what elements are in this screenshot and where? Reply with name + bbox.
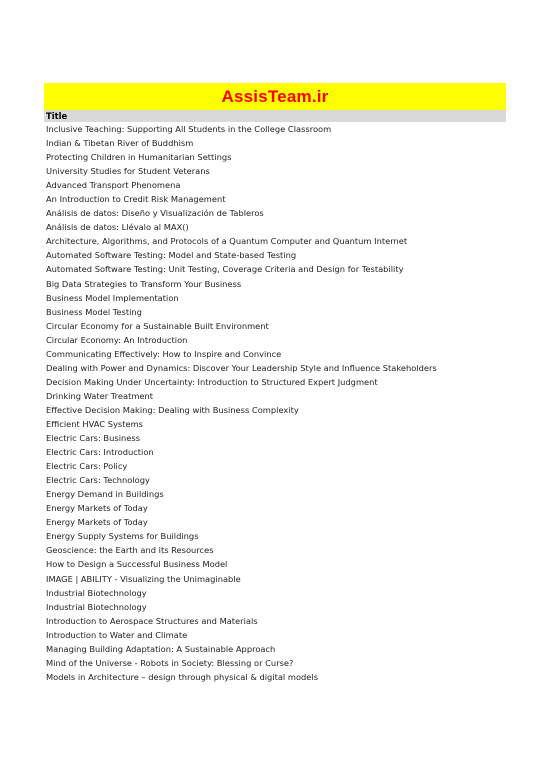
table-row: Managing Building Adaptation: A Sustainable Approach xyxy=(46,643,276,654)
table-row: Effective Decision Making: Dealing with Business Complexity xyxy=(46,404,299,415)
table-row: Electric Cars: Business xyxy=(46,433,141,444)
spreadsheet-page xyxy=(44,83,506,684)
table-row: Energy Markets of Today xyxy=(46,517,148,528)
column-header-row xyxy=(44,110,506,122)
table-row: Architecture, Algorithms, and Protocols of a Quantum Computer and Quantum Internet xyxy=(46,236,408,247)
table-row: Introduction to Water and Climate xyxy=(46,629,188,640)
column-header-title: Title xyxy=(46,111,68,121)
table-row: An Introduction to Credit Risk Management xyxy=(46,194,226,205)
table-row: Circular Economy for a Sustainable Built Environment xyxy=(46,320,269,331)
table-row: Geoscience: the Earth and its Resources xyxy=(46,545,214,556)
table-row: Industrial Biotechnology xyxy=(46,601,147,612)
table-row: Big Data Strategies to Transform Your Business xyxy=(46,278,242,289)
course-title-list xyxy=(44,122,506,684)
table-row: Introduction to Aerospace Structures and Materials xyxy=(46,615,258,626)
table-row: How to Design a Successful Business Model xyxy=(46,559,228,570)
table-row: Decision Making Under Uncertainty: Introduction to Structured Expert Judgment xyxy=(46,376,378,387)
table-row: Electric Cars: Introduction xyxy=(46,447,154,458)
brand-banner xyxy=(44,83,506,110)
table-row: Circular Economy: An Introduction xyxy=(46,334,188,345)
table-row: Energy Markets of Today xyxy=(46,503,148,514)
table-row: Mind of the Universe - Robots in Society: Blessing or Curse? xyxy=(46,657,294,668)
table-row: Análisis de datos: Diseño y Visualización de Tableros xyxy=(46,208,264,219)
table-row: Automated Software Testing: Model and State-based Testing xyxy=(46,250,297,261)
table-row: Energy Demand in Buildings xyxy=(46,489,164,500)
table-row: IMAGE | ABILITY - Visualizing the Unimaginable xyxy=(46,573,241,584)
table-row: University Studies for Student Veterans xyxy=(46,166,210,177)
table-row: Drinking Water Treatment xyxy=(46,390,154,401)
table-row: Efficient HVAC Systems xyxy=(46,418,143,429)
table-row: Communicating Effectively: How to Inspire and Convince xyxy=(46,348,282,359)
banner-title: AssisTeam.ir xyxy=(221,86,329,106)
table-row: Business Model Testing xyxy=(46,306,142,317)
table-row: Automated Software Testing: Unit Testing, Coverage Criteria and Design for Testability xyxy=(46,264,404,275)
table-row: Protecting Children in Humanitarian Settings xyxy=(46,152,232,163)
table-row: Electric Cars: Technology xyxy=(46,475,150,486)
table-row: Inclusive Teaching: Supporting All Students in the College Classroom xyxy=(46,124,332,134)
table-row: Business Model Implementation xyxy=(46,292,179,303)
table-row: Electric Cars: Policy xyxy=(46,461,128,472)
table-row: Dealing with Power and Dynamics: Discover Your Leadership Style and Influence Stakeholders xyxy=(46,362,437,373)
table-row: Energy Supply Systems for Buildings xyxy=(46,531,199,542)
table-row: Indian & Tibetan River of Buddhism xyxy=(46,138,194,149)
table-row: Advanced Transport Phenomena xyxy=(46,180,181,191)
table-row: Industrial Biotechnology xyxy=(46,587,147,598)
table-row: Models in Architecture – design through physical & digital models xyxy=(46,671,319,682)
table-row: Análisis de datos: Llévalo al MAX() xyxy=(46,222,189,233)
